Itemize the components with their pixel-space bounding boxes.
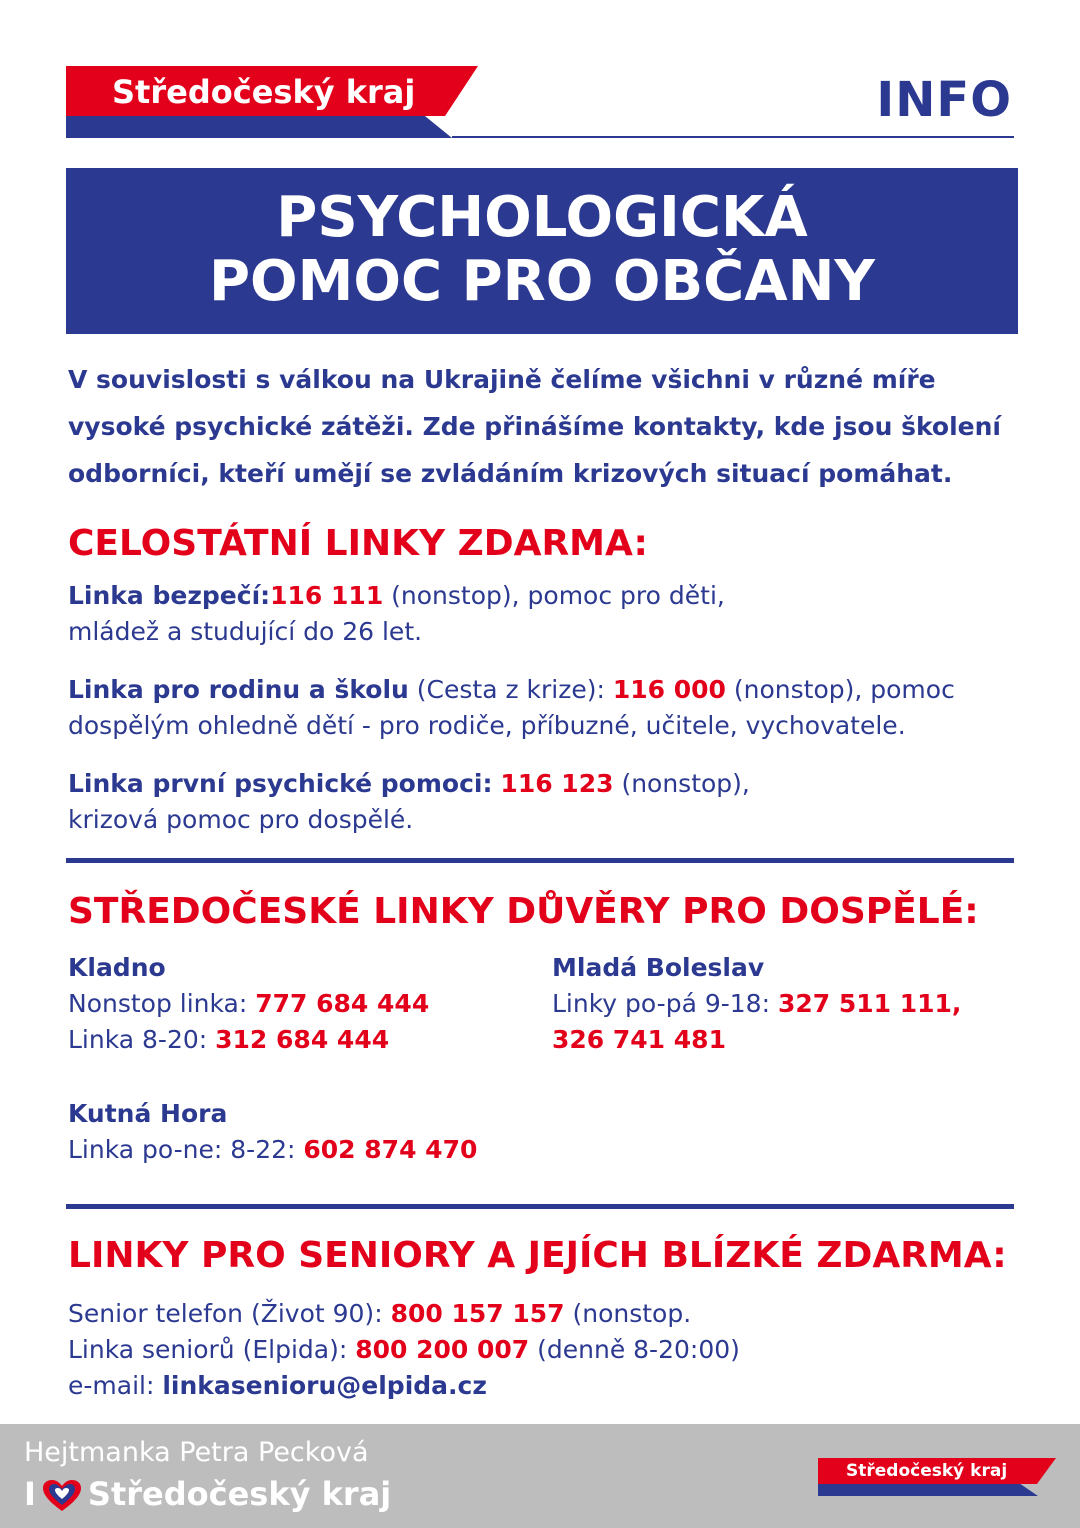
line-label: Nonstop linka: <box>68 989 256 1018</box>
city-name: Mladá Boleslav <box>552 953 765 982</box>
footer-name: Hejtmanka Petra Pecková <box>24 1437 369 1468</box>
line-label: Senior telefon (Život 90): <box>68 1299 391 1328</box>
national-item <box>68 578 1018 650</box>
header-rule <box>452 136 1014 138</box>
phone-number[interactable]: 602 874 470 <box>303 1135 478 1164</box>
line-label: e-mail: <box>68 1371 163 1400</box>
line-name: Linka pro rodinu a školu <box>68 675 409 704</box>
line-label: Linka seniorů (Elpida): <box>68 1335 356 1364</box>
line-rest: (nonstop), <box>613 769 750 798</box>
line-desc: krizová pomoc pro dospělé. <box>68 805 414 834</box>
line-name: Linka bezpečí: <box>68 581 271 610</box>
mlada-boleslav-block <box>552 950 961 1058</box>
title-banner <box>66 168 1018 334</box>
phone-number[interactable]: 800 157 157 <box>390 1299 565 1328</box>
line-desc: mládež a studující do 26 let. <box>68 617 423 646</box>
title-line-2: POMOC PRO OBČANY <box>209 249 875 314</box>
national-heading: CELOSTÁTNÍ LINKY ZDARMA: <box>68 523 648 564</box>
line-rest: (nonstop), pomoc pro děti, <box>383 581 725 610</box>
line-label: Linka 8-20: <box>68 1025 216 1054</box>
title-line-1: PSYCHOLOGICKÁ <box>276 185 808 250</box>
line-pre: (Cesta z krize): <box>408 675 613 704</box>
line-label: Linky po-pá 9-18: <box>552 989 778 1018</box>
line-rest: (nonstop), pomoc <box>725 675 955 704</box>
city-name: Kladno <box>68 953 166 982</box>
line-desc: dospělým ohledně dětí - pro rodiče, příbuzné, učitele, vychovatele. <box>68 711 906 740</box>
info-label: INFO <box>876 72 1012 128</box>
kutna-hora-block <box>68 1096 477 1168</box>
mini-logo-blue-band <box>818 1484 1038 1496</box>
phone-number[interactable]: 327 511 111, <box>777 989 962 1018</box>
line-name: Linka první psychické pomoci: <box>68 769 493 798</box>
brand-logo-blue-band <box>66 116 452 138</box>
footer-brand-text: Středočeský kraj <box>87 1475 392 1513</box>
phone-number[interactable]: 116 111 <box>270 581 384 610</box>
seniors-block <box>68 1296 1018 1404</box>
phone-number[interactable]: 312 684 444 <box>215 1025 390 1054</box>
email-link[interactable]: linkasenioru@elpida.cz <box>162 1371 487 1400</box>
city-name: Kutná Hora <box>68 1099 228 1128</box>
mini-logo-text: Středočeský kraj <box>846 1461 1008 1481</box>
section-divider <box>66 1204 1014 1209</box>
phone-number[interactable]: 116 123 <box>500 769 614 798</box>
seniors-heading: LINKY PRO SENIORY A JEJÍCH BLÍZKÉ ZDARMA: <box>68 1235 1007 1276</box>
line-rest: (denně 8-20:00) <box>529 1335 740 1364</box>
regional-heading: STŘEDOČESKÉ LINKY DŮVĚRY PRO DOSPĚLÉ: <box>68 891 979 932</box>
phone-number[interactable]: 777 684 444 <box>255 989 430 1018</box>
line-label: Linka po-ne: 8-22: <box>68 1135 304 1164</box>
kladno-block <box>68 950 429 1058</box>
phone-number[interactable]: 800 200 007 <box>355 1335 530 1364</box>
footer-i-letter: I <box>24 1475 36 1513</box>
phone-number[interactable]: 326 741 481 <box>552 1025 726 1054</box>
footer-brand <box>24 1474 391 1514</box>
heart-icon <box>42 1479 82 1513</box>
national-item <box>68 766 1018 838</box>
intro-paragraph: V souvislosti s válkou na Ukrajině čelíme všichni v různé míře vysoké psychické zátěži. Zde přinášíme kontakty, kde jsou školení odborníci, kteří umějí se zvládáním krizových situací pomáhat. <box>68 365 1001 488</box>
section-divider <box>66 858 1014 863</box>
phone-number[interactable]: 116 000 <box>612 675 726 704</box>
brand-logo-text: Středočeský kraj <box>112 73 416 111</box>
line-rest: (nonstop. <box>564 1299 692 1328</box>
national-item <box>68 672 1018 744</box>
